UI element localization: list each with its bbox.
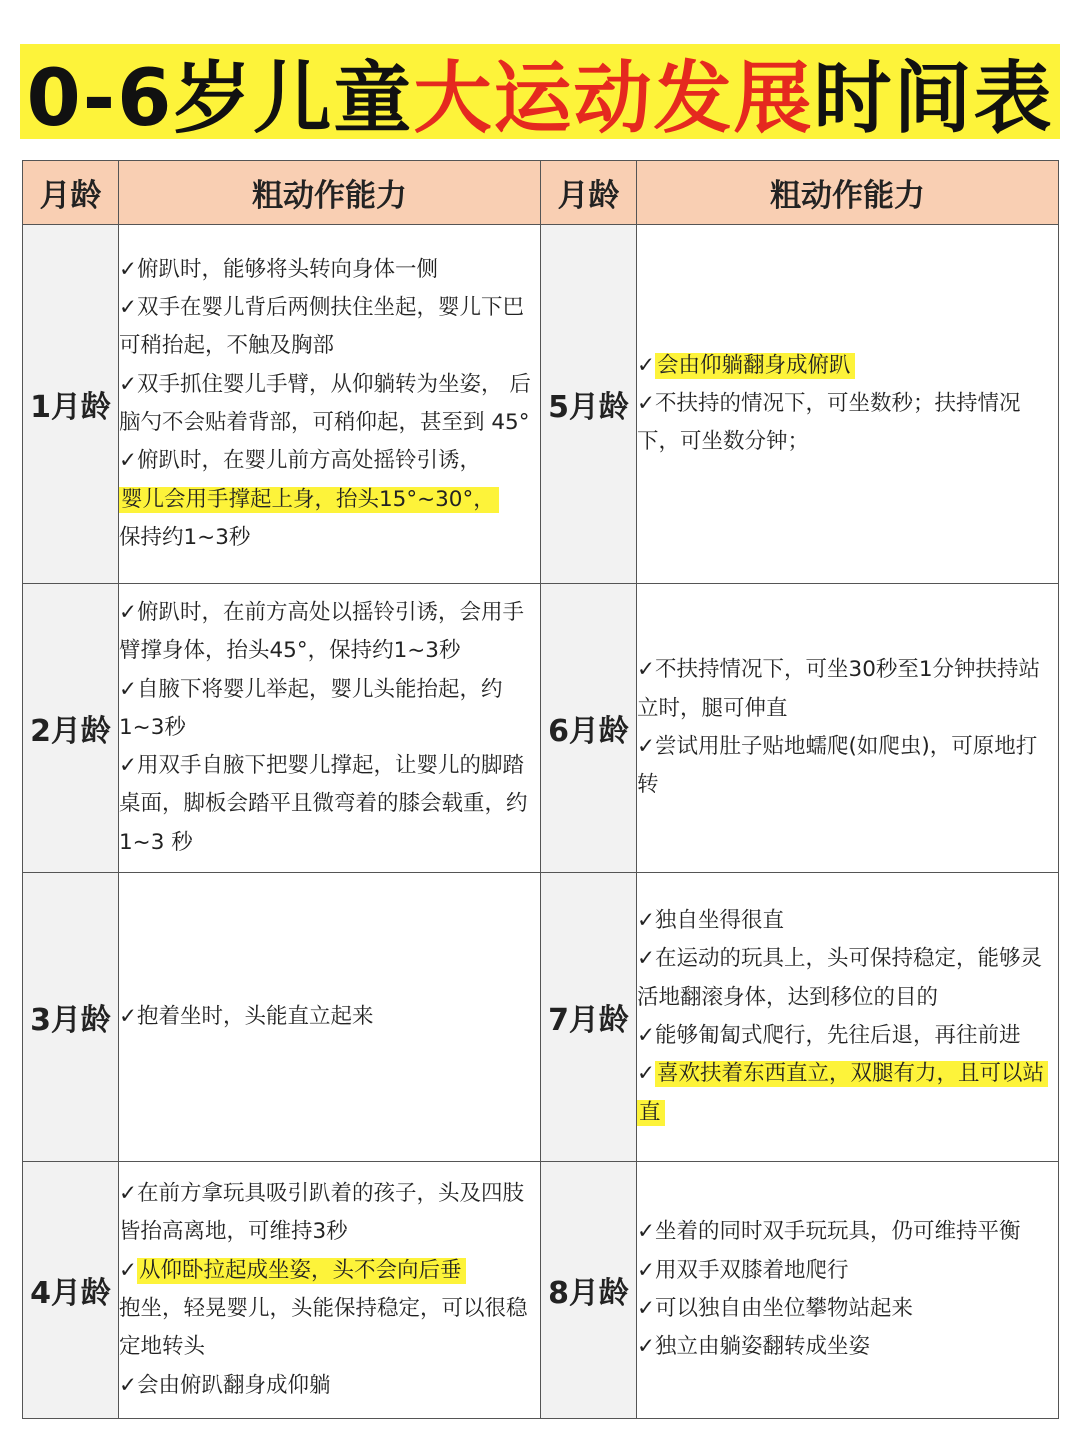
highlighted-text: 喜欢扶着东西直立，双腿有力，且可以站直	[637, 1061, 1048, 1125]
age-cell: 1月龄	[23, 225, 119, 584]
ability-text: 在运动的玩具上，头可保持稳定，能够灵活地翻滚身体，达到移位的目的	[637, 946, 1043, 1010]
ability-text: 独自坐得很直	[655, 908, 785, 934]
ability-text-continued: 抱坐，轻晃婴儿，头能保持稳定，可以很稳定地转头	[119, 1296, 528, 1360]
table-row	[23, 873, 1059, 1162]
ability-item	[119, 594, 540, 671]
table-row	[23, 584, 1059, 873]
ability-text: 在前方拿玩具吸引趴着的孩子，头及四肢皆抬高离地，可维持3秒	[119, 1181, 525, 1245]
ability-item	[637, 651, 1058, 728]
ability-item	[637, 728, 1058, 805]
ability-item	[119, 1252, 540, 1367]
ability-text: 独立由躺姿翻转成坐姿	[655, 1334, 871, 1360]
ability-item	[637, 940, 1058, 1017]
checkmark-icon: ✓	[119, 1003, 138, 1029]
age-cell: 8月龄	[541, 1162, 637, 1419]
ability-item	[119, 366, 540, 443]
checkmark-icon: ✓	[119, 753, 138, 779]
ability-text: 尝试用肚子贴地蠕爬(如爬虫)，可原地打转	[637, 734, 1038, 798]
ability-text: 自腋下将婴儿举起，婴儿头能抬起，约1~3秒	[119, 676, 503, 740]
header-age-left: 月龄	[23, 161, 119, 225]
development-table	[22, 160, 1059, 1419]
ability-item	[119, 251, 540, 289]
table-row	[23, 225, 1059, 584]
ability-item	[119, 1367, 540, 1405]
ability-text: 会由俯趴翻身成仰躺	[137, 1372, 331, 1398]
title-part-3: 时间表	[813, 53, 1054, 144]
checkmark-icon: ✓	[637, 1219, 656, 1245]
ability-text-continued: 保持约1~3秒	[119, 524, 251, 550]
ability-item	[637, 1017, 1058, 1055]
checkmark-icon: ✓	[637, 352, 656, 378]
checkmark-icon: ✓	[119, 599, 138, 625]
ability-item	[119, 289, 540, 366]
header-ability-right: 粗动作能力	[637, 161, 1059, 225]
checkmark-icon: ✓	[637, 657, 656, 683]
ability-text: 双手抓住婴儿手臂，从仰躺转为坐姿， 后脑勺不会贴着背部，可稍仰起，甚至到 45°	[119, 371, 531, 435]
checkmark-icon: ✓	[119, 1372, 138, 1398]
age-cell: 6月龄	[541, 584, 637, 873]
title-part-2: 大运动发展	[413, 53, 814, 144]
checkmark-icon: ✓	[119, 371, 138, 397]
checkmark-icon: ✓	[119, 295, 138, 321]
ability-cell	[637, 1162, 1059, 1419]
ability-text: 用双手自腋下把婴儿撑起，让婴儿的脚踏桌面，脚板会踏平且微弯着的膝会载重，约 1~3 秒	[119, 753, 528, 855]
ability-text: 可以独自由坐位攀物站起来	[655, 1296, 914, 1321]
ability-text: 俯趴时，在前方高处以摇铃引诱，会用手臂撑身体，抬头45°，保持约1~3秒	[119, 599, 525, 664]
ability-item	[637, 385, 1058, 462]
age-cell: 4月龄	[23, 1162, 119, 1419]
page-title	[20, 44, 1060, 144]
checkmark-icon: ✓	[637, 1061, 656, 1087]
highlighted-text: 会由仰躺翻身成俯趴	[655, 353, 855, 379]
ability-text: 双手在婴儿背后两侧扶住坐起，婴儿下巴可稍抬起，不触及胸部	[119, 295, 525, 359]
checkmark-icon: ✓	[119, 448, 138, 474]
ability-item	[637, 1213, 1058, 1251]
ability-cell	[637, 225, 1059, 584]
title-part-1: 0-6岁儿童	[26, 53, 414, 144]
checkmark-icon: ✓	[119, 256, 138, 282]
checkmark-icon: ✓	[637, 390, 656, 416]
ability-text: 能够匍匐式爬行，先往后退，再往前进	[655, 1023, 1021, 1048]
table-row	[23, 1162, 1059, 1419]
ability-item	[637, 902, 1058, 940]
ability-item	[637, 1290, 1058, 1328]
ability-text: 不扶持的情况下，可坐数秒；扶持情况下，可坐数分钟；	[637, 390, 1021, 455]
ability-item	[637, 1252, 1058, 1290]
ability-cell	[119, 873, 541, 1162]
checkmark-icon: ✓	[119, 676, 138, 702]
age-cell: 5月龄	[541, 225, 637, 584]
ability-text: 用双手双膝着地爬行	[655, 1257, 849, 1283]
highlighted-text: 从仰卧拉起成坐姿，头不会向后垂	[137, 1258, 466, 1284]
ability-text: 俯趴时，在婴儿前方高处摇铃引诱，	[137, 448, 482, 474]
checkmark-icon: ✓	[637, 908, 656, 934]
ability-item	[119, 671, 540, 748]
ability-text: 不扶持情况下，可坐30秒至1分钟扶持站立时，腿可伸直	[637, 657, 1041, 721]
checkmark-icon: ✓	[637, 734, 656, 759]
ability-cell	[637, 873, 1059, 1162]
ability-item	[119, 442, 540, 557]
age-cell: 3月龄	[23, 873, 119, 1162]
ability-cell	[119, 1162, 541, 1419]
ability-text: 抱着坐时，头能直立起来	[137, 1003, 374, 1029]
ability-item	[119, 1175, 540, 1252]
table-header-row	[23, 161, 1059, 225]
checkmark-icon: ✓	[119, 1257, 138, 1283]
checkmark-icon: ✓	[637, 1023, 656, 1048]
ability-item	[637, 1055, 1058, 1132]
ability-cell	[637, 584, 1059, 873]
age-cell: 2月龄	[23, 584, 119, 873]
ability-item	[637, 1328, 1058, 1366]
ability-item	[119, 747, 540, 862]
header-ability-left: 粗动作能力	[119, 161, 541, 225]
checkmark-icon: ✓	[637, 1296, 656, 1321]
checkmark-icon: ✓	[637, 1257, 656, 1283]
header-age-right: 月龄	[541, 161, 637, 225]
ability-item	[119, 998, 540, 1036]
ability-text: 俯趴时，能够将头转向身体一侧	[137, 256, 439, 282]
ability-cell	[119, 584, 541, 873]
ability-text: 坐着的同时双手玩玩具，仍可维持平衡	[655, 1219, 1021, 1245]
highlighted-text: 婴儿会用手撑起上身，抬头15°~30°，	[119, 487, 499, 513]
checkmark-icon: ✓	[637, 1334, 656, 1360]
checkmark-icon: ✓	[637, 946, 656, 972]
age-cell: 7月龄	[541, 873, 637, 1162]
checkmark-icon: ✓	[119, 1181, 138, 1207]
ability-item	[637, 347, 1058, 385]
ability-cell	[119, 225, 541, 584]
